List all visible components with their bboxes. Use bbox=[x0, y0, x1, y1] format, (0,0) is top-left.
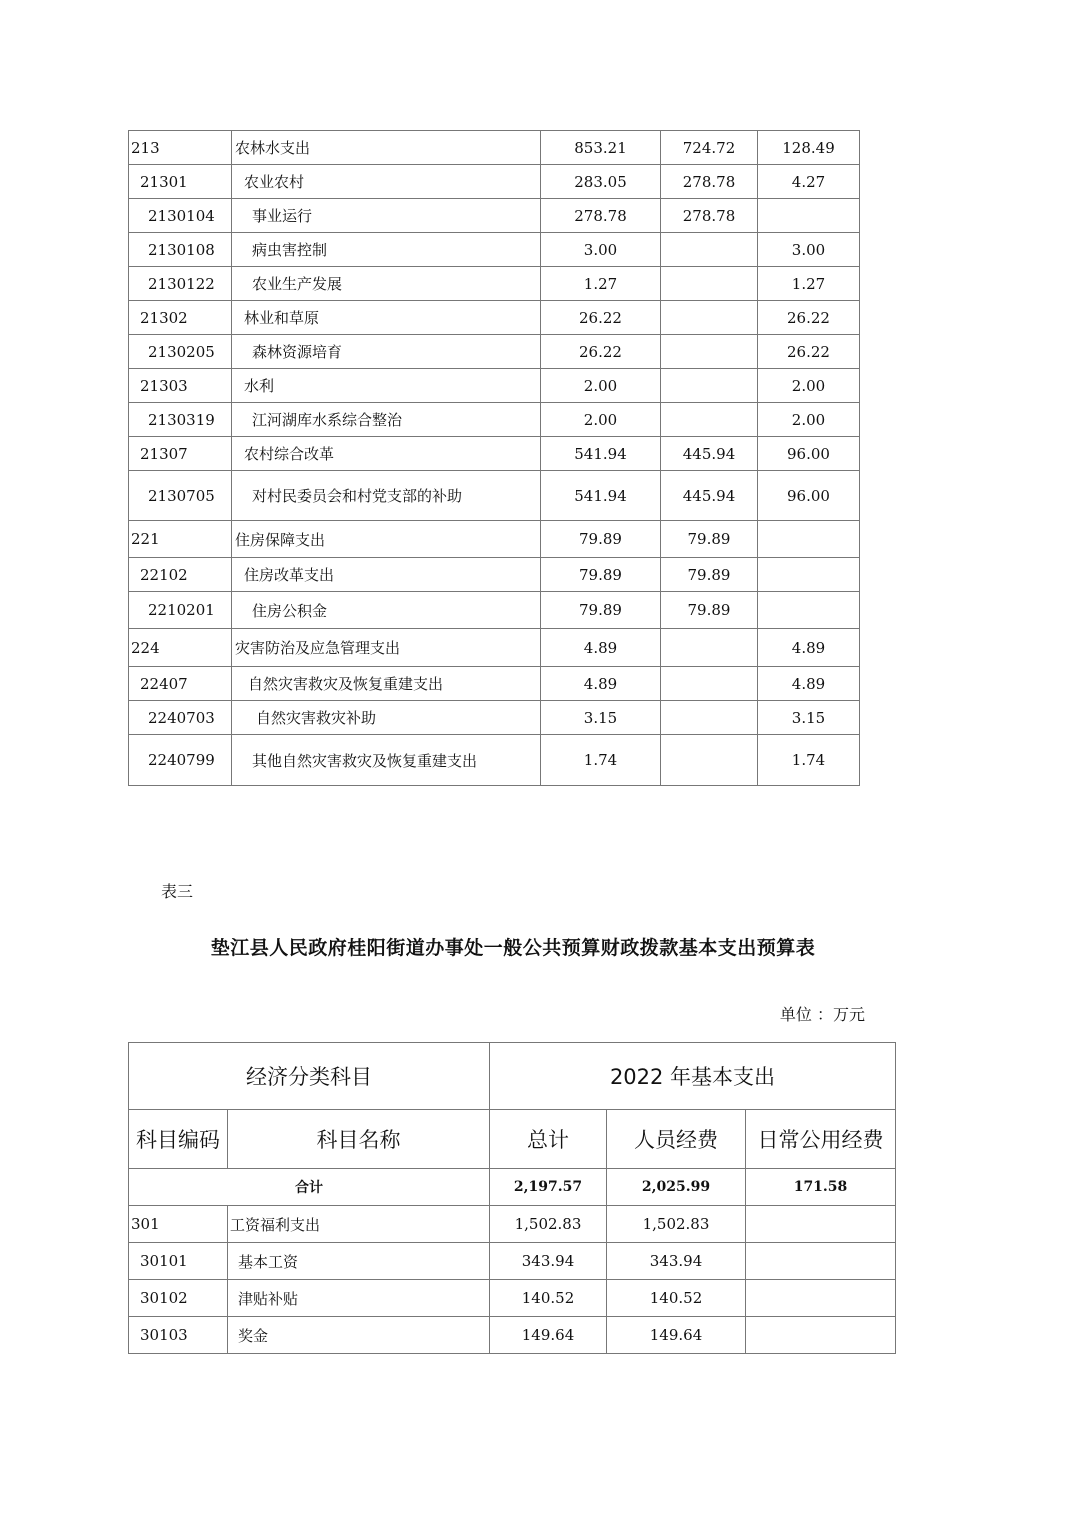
table-row bbox=[129, 437, 860, 471]
total-value: 140.52 bbox=[490, 1280, 607, 1317]
public-value bbox=[758, 521, 860, 558]
subject-code: 21301 bbox=[129, 165, 232, 199]
table-row bbox=[129, 592, 860, 629]
subject-name: 工资福利支出 bbox=[228, 1206, 490, 1243]
header-public: 日常公用经费 bbox=[746, 1110, 896, 1169]
subject-code: 2240799 bbox=[129, 735, 232, 786]
total-value: 541.94 bbox=[541, 471, 661, 521]
subject-name: 病虫害控制 bbox=[232, 233, 541, 267]
subject-code: 2130108 bbox=[129, 233, 232, 267]
subject-code: 2210201 bbox=[129, 592, 232, 629]
subject-code: 301 bbox=[129, 1206, 228, 1243]
total-value: 2.00 bbox=[541, 403, 661, 437]
page-title: 垫江县人民政府桂阳街道办事处一般公共预算财政拨款基本支出预算表 bbox=[210, 937, 816, 959]
subject-name: 住房公积金 bbox=[232, 592, 541, 629]
sum-public: 171.58 bbox=[746, 1169, 896, 1206]
header-column-row bbox=[129, 1110, 896, 1169]
public-value: 4.89 bbox=[758, 629, 860, 667]
public-value bbox=[746, 1206, 896, 1243]
public-value: 2.00 bbox=[758, 403, 860, 437]
total-value: 541.94 bbox=[541, 437, 661, 471]
total-value: 4.89 bbox=[541, 667, 661, 701]
personnel-value bbox=[661, 403, 758, 437]
subject-name: 住房改革支出 bbox=[232, 558, 541, 592]
sum-row bbox=[129, 1169, 896, 1206]
total-value: 853.21 bbox=[541, 131, 661, 165]
public-value: 1.27 bbox=[758, 267, 860, 301]
table-row bbox=[129, 1206, 896, 1243]
personnel-value bbox=[661, 233, 758, 267]
subject-name: 自然灾害救灾补助 bbox=[232, 701, 541, 735]
total-value: 79.89 bbox=[541, 558, 661, 592]
subject-name: 住房保障支出 bbox=[232, 521, 541, 558]
table-row bbox=[129, 735, 860, 786]
subject-code: 30102 bbox=[129, 1280, 228, 1317]
table-row bbox=[129, 301, 860, 335]
table-row bbox=[129, 1243, 896, 1280]
subject-code: 21303 bbox=[129, 369, 232, 403]
public-value: 2.00 bbox=[758, 369, 860, 403]
sum-label: 合计 bbox=[129, 1169, 490, 1206]
table-row bbox=[129, 199, 860, 233]
total-value: 283.05 bbox=[541, 165, 661, 199]
total-value: 2.00 bbox=[541, 369, 661, 403]
personnel-value bbox=[661, 301, 758, 335]
total-value: 149.64 bbox=[490, 1317, 607, 1354]
subject-code: 213 bbox=[129, 131, 232, 165]
table-row bbox=[129, 335, 860, 369]
header-economic-classification: 经济分类科目 bbox=[129, 1043, 490, 1110]
header-personnel: 人员经费 bbox=[607, 1110, 746, 1169]
total-value: 1.74 bbox=[541, 735, 661, 786]
personnel-value bbox=[661, 735, 758, 786]
subject-name: 自然灾害救灾及恢复重建支出 bbox=[232, 667, 541, 701]
header-total: 总计 bbox=[490, 1110, 607, 1169]
subject-code: 2130104 bbox=[129, 199, 232, 233]
subject-code: 2130319 bbox=[129, 403, 232, 437]
table-row bbox=[129, 131, 860, 165]
personnel-value: 140.52 bbox=[607, 1280, 746, 1317]
table-caption: 表三 bbox=[161, 882, 194, 901]
public-value: 3.00 bbox=[758, 233, 860, 267]
subject-name: 其他自然灾害救灾及恢复重建支出 bbox=[232, 735, 541, 786]
table-row bbox=[129, 701, 860, 735]
public-value: 96.00 bbox=[758, 471, 860, 521]
subject-code: 2130705 bbox=[129, 471, 232, 521]
total-value: 26.22 bbox=[541, 301, 661, 335]
subject-name: 津贴补贴 bbox=[228, 1280, 490, 1317]
subject-name: 灾害防治及应急管理支出 bbox=[232, 629, 541, 667]
unit-label: 单位 ：万元 bbox=[779, 1005, 865, 1024]
public-value bbox=[758, 558, 860, 592]
subject-code: 22407 bbox=[129, 667, 232, 701]
table-one bbox=[128, 130, 860, 786]
personnel-value bbox=[661, 629, 758, 667]
public-value bbox=[758, 592, 860, 629]
total-value: 3.15 bbox=[541, 701, 661, 735]
subject-name: 农业农村 bbox=[232, 165, 541, 199]
total-value: 1,502.83 bbox=[490, 1206, 607, 1243]
table-row bbox=[129, 558, 860, 592]
table-row bbox=[129, 667, 860, 701]
personnel-value bbox=[661, 701, 758, 735]
total-value: 26.22 bbox=[541, 335, 661, 369]
subject-name: 农村综合改革 bbox=[232, 437, 541, 471]
personnel-value: 79.89 bbox=[661, 521, 758, 558]
public-value: 26.22 bbox=[758, 335, 860, 369]
header-subject-code: 科目编码 bbox=[129, 1110, 228, 1169]
subject-code: 2240703 bbox=[129, 701, 232, 735]
subject-name: 水利 bbox=[232, 369, 541, 403]
subject-code: 2130205 bbox=[129, 335, 232, 369]
public-value: 4.27 bbox=[758, 165, 860, 199]
total-value: 79.89 bbox=[541, 592, 661, 629]
subject-name: 对村民委员会和村党支部的补助 bbox=[232, 471, 541, 521]
subject-code: 2130122 bbox=[129, 267, 232, 301]
public-value: 4.89 bbox=[758, 667, 860, 701]
public-value: 26.22 bbox=[758, 301, 860, 335]
sum-personnel: 2,025.99 bbox=[607, 1169, 746, 1206]
subject-name: 农林水支出 bbox=[232, 131, 541, 165]
public-value bbox=[746, 1317, 896, 1354]
subject-name: 森林资源培育 bbox=[232, 335, 541, 369]
public-value: 3.15 bbox=[758, 701, 860, 735]
personnel-value: 278.78 bbox=[661, 199, 758, 233]
table-row bbox=[129, 629, 860, 667]
subject-name: 农业生产发展 bbox=[232, 267, 541, 301]
subject-name: 江河湖库水系综合整治 bbox=[232, 403, 541, 437]
personnel-value bbox=[661, 335, 758, 369]
subject-name: 事业运行 bbox=[232, 199, 541, 233]
personnel-value: 445.94 bbox=[661, 437, 758, 471]
table-row bbox=[129, 1317, 896, 1354]
sum-total: 2,197.57 bbox=[490, 1169, 607, 1206]
subject-code: 224 bbox=[129, 629, 232, 667]
public-value: 128.49 bbox=[758, 131, 860, 165]
personnel-value bbox=[661, 369, 758, 403]
table-row bbox=[129, 1280, 896, 1317]
personnel-value: 79.89 bbox=[661, 558, 758, 592]
subject-name: 奖金 bbox=[228, 1317, 490, 1354]
subject-code: 30101 bbox=[129, 1243, 228, 1280]
table-two bbox=[128, 1042, 896, 1354]
table-row bbox=[129, 403, 860, 437]
table-row bbox=[129, 267, 860, 301]
total-value: 343.94 bbox=[490, 1243, 607, 1280]
header-subject-name: 科目名称 bbox=[228, 1110, 490, 1169]
public-value: 1.74 bbox=[758, 735, 860, 786]
public-value bbox=[746, 1280, 896, 1317]
subject-code: 30103 bbox=[129, 1317, 228, 1354]
header-basic-expenditure: 2022 年基本支出 bbox=[490, 1043, 896, 1110]
total-value: 4.89 bbox=[541, 629, 661, 667]
header-group-row bbox=[129, 1043, 896, 1110]
personnel-value: 278.78 bbox=[661, 165, 758, 199]
personnel-value: 79.89 bbox=[661, 592, 758, 629]
table-row bbox=[129, 471, 860, 521]
total-value: 1.27 bbox=[541, 267, 661, 301]
public-value: 96.00 bbox=[758, 437, 860, 471]
subject-code: 22102 bbox=[129, 558, 232, 592]
public-value bbox=[746, 1243, 896, 1280]
total-value: 278.78 bbox=[541, 199, 661, 233]
personnel-value: 149.64 bbox=[607, 1317, 746, 1354]
total-value: 79.89 bbox=[541, 521, 661, 558]
total-value: 3.00 bbox=[541, 233, 661, 267]
public-value bbox=[758, 199, 860, 233]
table-row bbox=[129, 233, 860, 267]
subject-code: 21302 bbox=[129, 301, 232, 335]
subject-code: 221 bbox=[129, 521, 232, 558]
personnel-value: 724.72 bbox=[661, 131, 758, 165]
personnel-value bbox=[661, 267, 758, 301]
subject-code: 21307 bbox=[129, 437, 232, 471]
table-row bbox=[129, 521, 860, 558]
personnel-value bbox=[661, 667, 758, 701]
personnel-value: 343.94 bbox=[607, 1243, 746, 1280]
personnel-value: 445.94 bbox=[661, 471, 758, 521]
personnel-value: 1,502.83 bbox=[607, 1206, 746, 1243]
subject-name: 林业和草原 bbox=[232, 301, 541, 335]
table-row bbox=[129, 369, 860, 403]
subject-name: 基本工资 bbox=[228, 1243, 490, 1280]
table-row bbox=[129, 165, 860, 199]
